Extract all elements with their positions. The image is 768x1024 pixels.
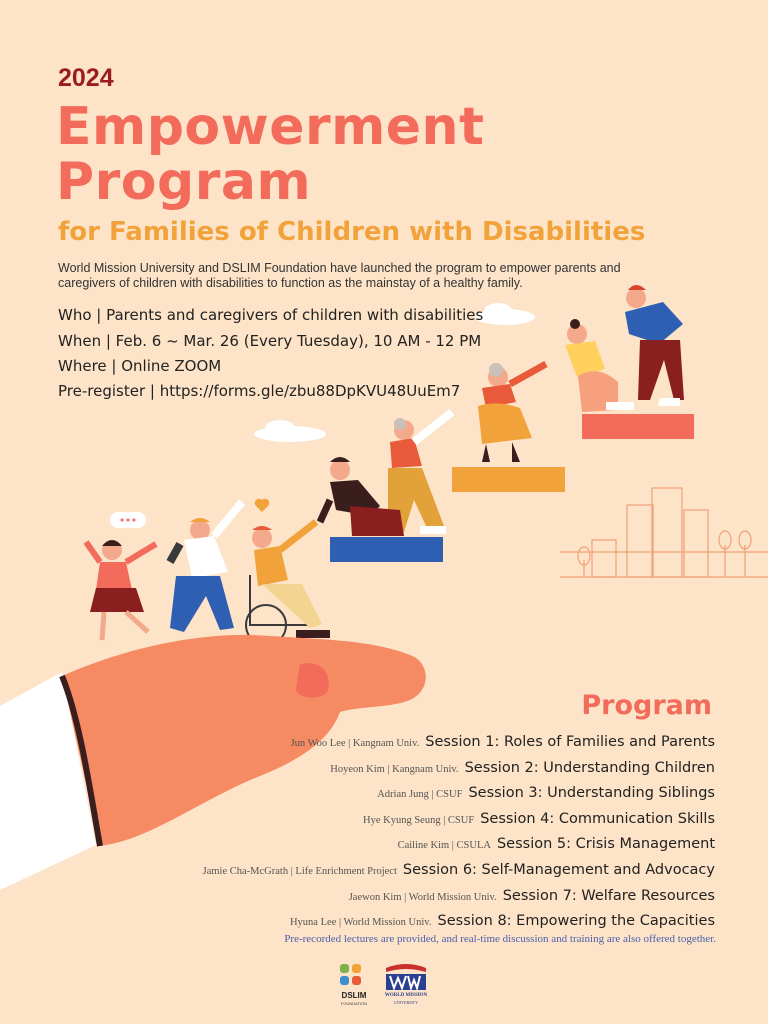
figure-father [170,502,242,632]
program-note: Pre-recorded lectures are provided, and real-time discussion and training are also offered together. [284,933,716,945]
session-title: Session 8: Empowering the Capacities [437,913,715,929]
session-title: Session 3: Understanding Siblings [468,785,715,801]
dslim-sub: FOUNDATION [340,1001,368,1006]
session-speaker: Cailine Kim | CSULA [397,840,491,851]
dslim-logo [334,962,374,1010]
figure-man-blue [625,285,684,406]
session-row [290,910,715,929]
detail-when: When | Feb. 6 ~ Mar. 26 (Every Tuesday), 10 AM - 12 PM [58,332,482,350]
session-speaker: Hye Kyung Seung | CSUF [363,815,475,826]
session-row [349,885,715,904]
session-speaker: Adrian Jung | CSUF [377,789,463,800]
wmu-mark-icon [382,962,430,992]
year-label: 2024 [58,64,114,92]
wmu-name: WORLD MISSION [384,993,428,998]
step-block-bottom [330,537,443,562]
dslim-name: DSLIM [341,991,367,1000]
intro-text: World Mission University and DSLIM Foundation have launched the program to empower parents and caregivers of children with disabilities to function as the mainstay of a healthy family. [58,261,621,290]
session-speaker: Jamie Cha-McGrath | Life Enrichment Project [202,866,397,877]
session-speaker: Hoyeon Kim | Kangnam Univ. [330,764,459,775]
session-title: Session 1: Roles of Families and Parents [425,734,715,750]
title-line-1: Empowerment [56,97,485,157]
session-title: Session 6: Self-Management and Advocacy [402,862,715,878]
session-row [203,859,715,878]
figure-elderly-woman [478,363,546,462]
heart-icon [255,499,269,512]
detail-preregister-link[interactable]: Pre-register | https://forms.gle/zbu88DpKVU48UuEm7 [58,382,461,400]
session-title: Session 2: Understanding Children [464,760,715,776]
session-row [363,808,715,827]
session-row [291,731,715,750]
session-title: Session 4: Communication Skills [480,811,715,827]
session-speaker: Hyuna Lee | World Mission Univ. [289,917,432,928]
session-row [398,833,715,852]
program-heading: Program [581,690,712,721]
figure-woman-yellow [565,319,634,412]
detail-who: Who | Parents and caregivers of children with disabilities [58,306,484,324]
title-line-2: Program [56,152,312,212]
session-title: Session 7: Welfare Resources [502,888,715,904]
session-row [377,782,715,801]
step-block-middle [452,467,565,492]
session-speaker: Jun Woo Lee | Kangnam Univ. [290,738,420,749]
step-block-top [582,414,694,439]
session-row [330,757,715,776]
subtitle: for Families of Children with Disabilities [58,217,646,247]
wmu-logo [382,962,430,1010]
figure-girl [86,512,156,640]
session-title: Session 5: Crisis Management [496,836,715,852]
session-speaker: Jaewon Kim | World Mission Univ. [348,892,497,903]
detail-where: Where | Online ZOOM [58,357,222,375]
city-outline [560,488,768,577]
wmu-sub: UNIVERSITY [394,1000,418,1005]
